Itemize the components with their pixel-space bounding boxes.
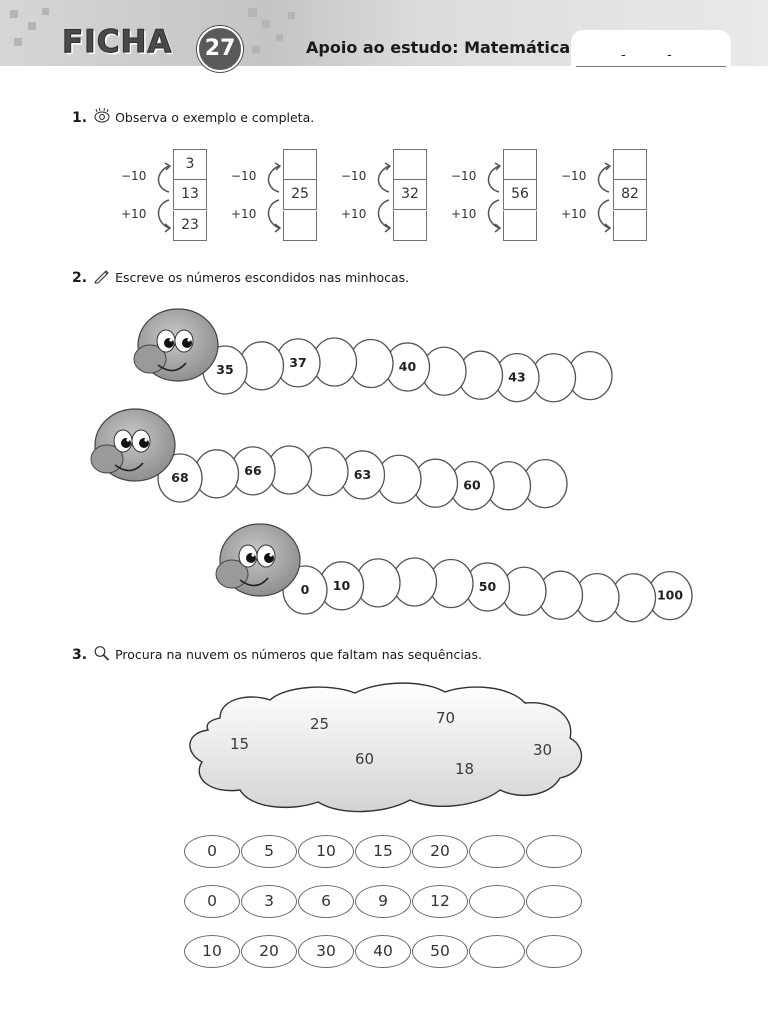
- number-box-bottom[interactable]: [613, 211, 647, 241]
- sequence-oval: 50: [412, 935, 468, 968]
- curved-arrows-icon: [371, 158, 393, 238]
- number-box-bottom[interactable]: [283, 211, 317, 241]
- answer-oval[interactable]: [469, 935, 525, 968]
- sequence-oval: 3: [241, 885, 297, 918]
- worm-segment-number: 10: [332, 577, 351, 593]
- cloud-number: 70: [436, 709, 456, 727]
- sequence-oval: 20: [241, 935, 297, 968]
- eye-icon: [93, 108, 111, 127]
- number-box-bottom[interactable]: [393, 211, 427, 241]
- worksheet-subtitle: Apoio ao estudo: Matemática: [306, 38, 571, 57]
- worm-segment-number: 37: [289, 354, 307, 370]
- cloud-number: 60: [355, 750, 375, 768]
- number-box-middle: 56: [503, 180, 537, 210]
- plus-ten-label: +10: [561, 207, 587, 221]
- exercise-number: 2.: [72, 269, 88, 286]
- cloud-number: 30: [533, 741, 553, 759]
- minus-ten-label: −10: [451, 169, 477, 183]
- minus-ten-label: −10: [341, 169, 367, 183]
- number-box-bottom[interactable]: [503, 211, 537, 241]
- exercise-instruction: Observa o exemplo e completa.: [115, 110, 315, 125]
- date-separator: -: [621, 48, 626, 63]
- number-box-top[interactable]: [283, 149, 317, 180]
- worm-segment-number: 0: [300, 582, 310, 597]
- exercise-number: 3.: [72, 646, 88, 663]
- cloud-number: 18: [455, 760, 475, 778]
- worm-segment-number: 43: [508, 369, 526, 385]
- worm-segment-number: 66: [244, 462, 262, 478]
- exercise-instruction: Escreve os números escondidos nas minhocas.: [115, 270, 410, 285]
- number-box-top: 3: [173, 149, 207, 180]
- number-box-top[interactable]: [393, 149, 427, 180]
- worm-segment-number: 35: [216, 362, 234, 377]
- answer-oval[interactable]: [469, 835, 525, 868]
- worksheet-title: FICHA: [62, 24, 173, 60]
- worksheet-number-badge: 27: [197, 26, 243, 72]
- sequence-oval: 0: [184, 885, 240, 918]
- worm-head-icon: [91, 409, 175, 481]
- exercise-number: 1.: [72, 109, 88, 126]
- curved-arrows-icon: [591, 158, 613, 238]
- answer-oval[interactable]: [526, 885, 582, 918]
- plus-ten-label: +10: [121, 207, 147, 221]
- sequence-oval: 40: [355, 935, 411, 968]
- answer-oval[interactable]: [469, 885, 525, 918]
- cloud-number: 25: [310, 715, 330, 733]
- exercise-2-heading: [72, 268, 409, 287]
- curved-arrows-icon: [151, 158, 173, 238]
- sequence-oval: 6: [298, 885, 354, 918]
- sequence-oval: 30: [298, 935, 354, 968]
- worm-segment-number: 63: [353, 466, 372, 482]
- minus-ten-label: −10: [561, 169, 587, 183]
- magnifier-icon: [93, 645, 111, 664]
- curved-arrows-icon: [481, 158, 503, 238]
- worm-head-icon: [134, 309, 218, 381]
- minus-ten-label: −10: [121, 169, 147, 183]
- worm: [91, 409, 567, 510]
- number-box-top[interactable]: [613, 149, 647, 180]
- worm-segment-number: 60: [463, 477, 481, 493]
- plus-ten-label: +10: [231, 207, 257, 221]
- number-box-bottom: 23: [173, 211, 207, 241]
- plus-ten-label: +10: [341, 207, 367, 221]
- sequence-oval: 15: [355, 835, 411, 868]
- sequence-oval: 20: [412, 835, 468, 868]
- worm-segment-number: 40: [398, 358, 417, 374]
- worm-segment-number: 100: [656, 587, 684, 603]
- sequence-oval: 0: [184, 835, 240, 868]
- number-box-middle: 32: [393, 180, 427, 210]
- sequence-oval: 10: [298, 835, 354, 868]
- sequence-oval: 5: [241, 835, 297, 868]
- worm: [134, 309, 612, 402]
- worm: [216, 524, 692, 622]
- answer-oval[interactable]: [526, 935, 582, 968]
- worms-illustration: [0, 290, 768, 630]
- date-line: [576, 66, 726, 67]
- number-box-middle: 25: [283, 180, 317, 210]
- answer-oval[interactable]: [526, 835, 582, 868]
- exercise-1-heading: [72, 108, 314, 127]
- exercise-instruction: Procura na nuvem os números que faltam nas sequências.: [115, 647, 482, 662]
- number-box-middle: 13: [173, 180, 207, 210]
- sequence-oval: 9: [355, 885, 411, 918]
- date-box[interactable]: [571, 30, 731, 70]
- sequence-oval: 12: [412, 885, 468, 918]
- curved-arrows-icon: [261, 158, 283, 238]
- number-box-top[interactable]: [503, 149, 537, 180]
- worm-segment-number: 68: [171, 470, 189, 485]
- worm-head-icon: [216, 524, 300, 596]
- plus-ten-label: +10: [451, 207, 477, 221]
- sequence-oval: 10: [184, 935, 240, 968]
- date-separator: -: [667, 48, 672, 63]
- cloud-number: 15: [230, 735, 250, 753]
- pencil-icon: [93, 268, 111, 287]
- number-box-middle: 82: [613, 180, 647, 210]
- exercise-3-heading: [72, 645, 482, 664]
- minus-ten-label: −10: [231, 169, 257, 183]
- worm-segment-number: 50: [478, 578, 497, 594]
